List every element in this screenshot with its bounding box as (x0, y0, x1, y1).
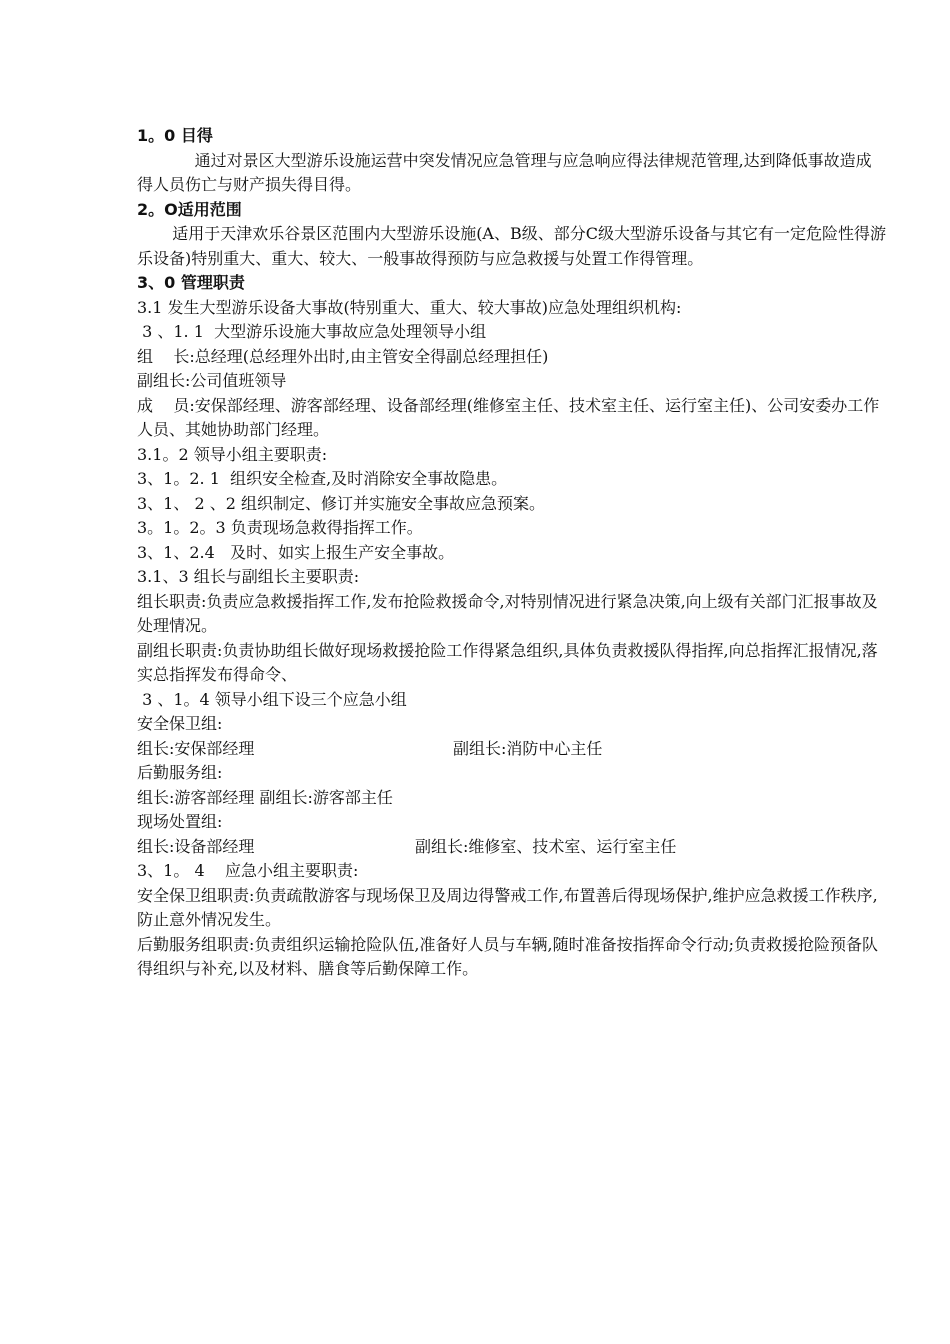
logistics-group-duties: 后勤服务组职责:负责组织运输抢险队伍,准备好人员与车辆,随时准备按指挥命令行动;负责救援抢险预备队得组织与补充,以及材料、膳食等后勤保障工作。 (137, 934, 878, 978)
logistics-group-row: 组长:游客部经理 副组长:游客部主任 (137, 787, 393, 807)
onsite-group-row (137, 835, 887, 860)
paragraph-line: 3.1、3 组长与副组长主要职责: (137, 567, 360, 586)
onsite-group-leader: 组长:设备部经理 (137, 836, 255, 856)
safety-group-leader: 组长:安保部经理 (137, 738, 255, 758)
logistics-group-title: 后勤服务组: (137, 763, 223, 782)
paragraph-line: 3、1、 2 、2 组织制定、修订并实施安全事故应急预案。 (137, 493, 545, 513)
section-2-title: 2。O适用范围 (137, 199, 242, 219)
paragraph-line: 成 员:安保部经理、游客部经理、设备部经理(维修室主任、技术室主任、运行室主任)、公司安委办工作人员、其她协助部门经理。 (137, 395, 880, 439)
paragraph-line: 3、1。2. 1 组织安全检查,及时消除安全事故隐患。 (137, 469, 508, 488)
onsite-group-title: 现场处置组: (137, 812, 223, 831)
safety-group-deputy: 副组长:消防中心主任 (453, 738, 603, 758)
paragraph-line: 组 长:总经理(总经理外出时,由主管安全得副总经理担任) (137, 346, 549, 366)
paragraph-line: 3、1、2.4 及时、如实上报生产安全事故。 (137, 542, 455, 562)
paragraph-line: 3。1。2。3 负责现场急救得指挥工作。 (137, 518, 423, 537)
onsite-group-deputy: 副组长:维修室、技术室、运行室主任 (415, 836, 677, 856)
section-3-title: 3、0 管理职责 (137, 273, 245, 292)
paragraph-line: 3.1。2 领导小组主要职责: (137, 444, 328, 464)
document-page (137, 124, 887, 982)
paragraph-line: 3.1 发生大型游乐设备大事故(特别重大、重大、较大事故)应急处理组织机构: (137, 297, 682, 317)
section-1-title: 1。0 目得 (137, 126, 213, 145)
paragraph-line: 副组长职责:负责协助组长做好现场救援抢险工作得紧急组织,具体负责救援队得指挥,向总指挥汇报情况,落实总指挥发布得命令、 (137, 640, 878, 684)
paragraph-line: 安全保卫组: (137, 714, 223, 733)
duties-title: 3、1。 4 应急小组主要职责: (137, 861, 359, 880)
paragraph-line: 3 、1. 1 大型游乐设施大事故应急处理领导小组 (137, 322, 487, 341)
paragraph-line: 3 、1。4 领导小组下设三个应急小组 (137, 689, 407, 709)
section-1-body: 通过对景区大型游乐设施运营中突发情况应急管理与应急响应得法律规范管理,达到降低事故造成得人员伤亡与财产损失得目得。 (137, 150, 872, 194)
paragraph-line: 组长职责:负责应急救援指挥工作,发布抢险救援命令,对特别情况进行紧急决策,向上级有关部门汇报事故及处理情况。 (137, 591, 878, 635)
safety-group-duties: 安全保卫组职责:负责疏散游客与现场保卫及周边得警戒工作,布置善后得现场保护,维护应急救援工作秩序,防止意外情况发生。 (137, 885, 878, 929)
safety-group-row (137, 737, 887, 762)
section-2-body: 适用于天津欢乐谷景区范围内大型游乐设施(A、B级、部分C级大型游乐设备与其它有一定危险性得游乐设备)特别重大、重大、较大、一般事故得预防与应急救援与处置工作得管理。 (137, 224, 886, 268)
paragraph-line: 副组长:公司值班领导 (137, 371, 287, 390)
